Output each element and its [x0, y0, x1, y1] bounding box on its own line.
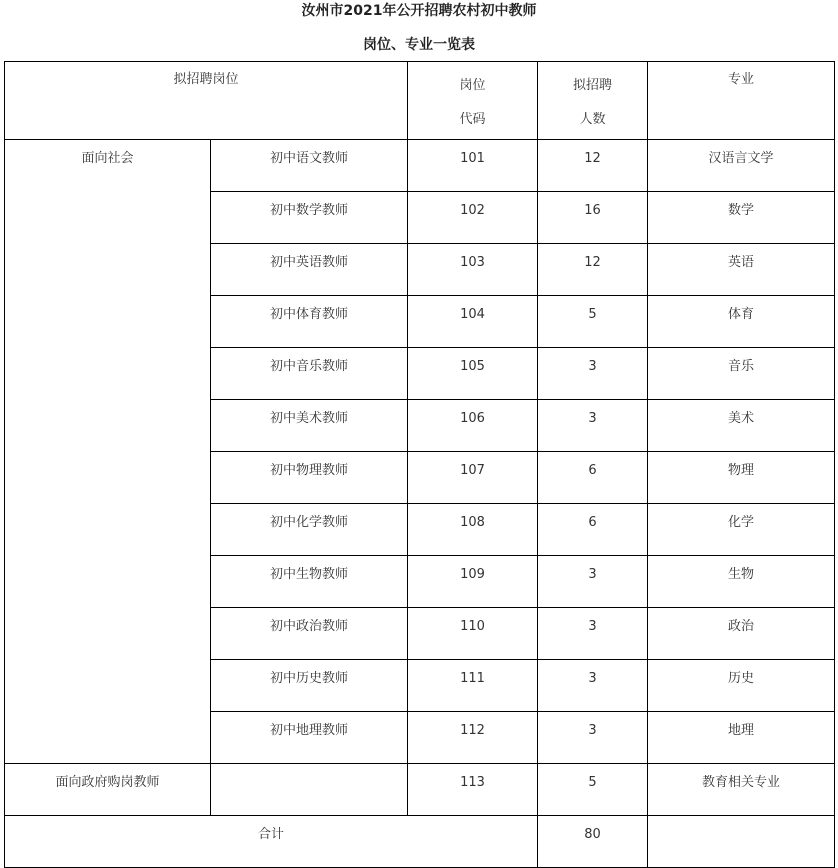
total-empty-cell — [648, 816, 835, 868]
code-cell: 101 — [408, 140, 538, 192]
document-title: 汝州市2021年公开招聘农村初中教师 — [301, 3, 537, 19]
count-cell: 6 — [538, 504, 648, 556]
major-cell: 体育 — [648, 296, 835, 348]
code-cell: 109 — [408, 556, 538, 608]
header-code-line1: 岗位 — [459, 78, 486, 93]
major-cell: 生物 — [648, 556, 835, 608]
code-cell: 113 — [408, 764, 538, 816]
post-cell: 初中体育教师 — [211, 296, 408, 348]
code-cell: 106 — [408, 400, 538, 452]
gov-row — [5, 764, 835, 816]
count-cell: 12 — [538, 244, 648, 296]
post-cell — [211, 764, 408, 816]
header-code-line2: 代码 — [459, 112, 486, 127]
group-gov-cell: 面向政府购岗教师 — [5, 764, 211, 816]
post-cell: 初中音乐教师 — [211, 348, 408, 400]
post-cell: 初中数学教师 — [211, 192, 408, 244]
total-label: 合计 — [5, 816, 538, 868]
code-cell: 102 — [408, 192, 538, 244]
total-row — [5, 816, 835, 868]
major-cell: 历史 — [648, 660, 835, 712]
document-subtitle: 岗位、专业一览表 — [363, 37, 475, 53]
post-cell: 初中政治教师 — [211, 608, 408, 660]
group-society-cell: 面向社会 — [5, 140, 211, 764]
code-cell: 105 — [408, 348, 538, 400]
count-cell: 3 — [538, 400, 648, 452]
header-count — [538, 62, 648, 140]
total-count: 80 — [538, 816, 648, 868]
header-position: 拟招聘岗位 — [5, 62, 408, 140]
major-cell: 汉语言文学 — [648, 140, 835, 192]
count-cell: 5 — [538, 296, 648, 348]
code-cell: 108 — [408, 504, 538, 556]
major-cell: 音乐 — [648, 348, 835, 400]
major-cell: 地理 — [648, 712, 835, 764]
count-cell: 3 — [538, 608, 648, 660]
recruitment-table — [4, 61, 835, 868]
post-cell: 初中美术教师 — [211, 400, 408, 452]
major-cell: 美术 — [648, 400, 835, 452]
header-count-line2: 人数 — [579, 112, 606, 127]
post-cell: 初中语文教师 — [211, 140, 408, 192]
count-cell: 3 — [538, 712, 648, 764]
count-cell: 5 — [538, 764, 648, 816]
code-cell: 111 — [408, 660, 538, 712]
major-cell: 数学 — [648, 192, 835, 244]
code-cell: 104 — [408, 296, 538, 348]
count-cell: 3 — [538, 660, 648, 712]
code-cell: 112 — [408, 712, 538, 764]
header-major: 专业 — [648, 62, 835, 140]
post-cell: 初中物理教师 — [211, 452, 408, 504]
count-cell: 12 — [538, 140, 648, 192]
header-code — [408, 62, 538, 140]
post-cell: 初中英语教师 — [211, 244, 408, 296]
code-cell: 110 — [408, 608, 538, 660]
major-cell: 教育相关专业 — [648, 764, 835, 816]
major-cell: 物理 — [648, 452, 835, 504]
major-cell: 英语 — [648, 244, 835, 296]
count-cell: 3 — [538, 556, 648, 608]
post-cell: 初中化学教师 — [211, 504, 408, 556]
header-count-line1: 拟招聘 — [573, 78, 613, 93]
code-cell: 107 — [408, 452, 538, 504]
count-cell: 16 — [538, 192, 648, 244]
major-cell: 政治 — [648, 608, 835, 660]
post-cell: 初中生物教师 — [211, 556, 408, 608]
post-cell: 初中地理教师 — [211, 712, 408, 764]
table-header-row — [5, 62, 835, 140]
count-cell: 3 — [538, 348, 648, 400]
major-cell: 化学 — [648, 504, 835, 556]
table-row — [5, 140, 835, 192]
count-cell: 6 — [538, 452, 648, 504]
code-cell: 103 — [408, 244, 538, 296]
post-cell: 初中历史教师 — [211, 660, 408, 712]
